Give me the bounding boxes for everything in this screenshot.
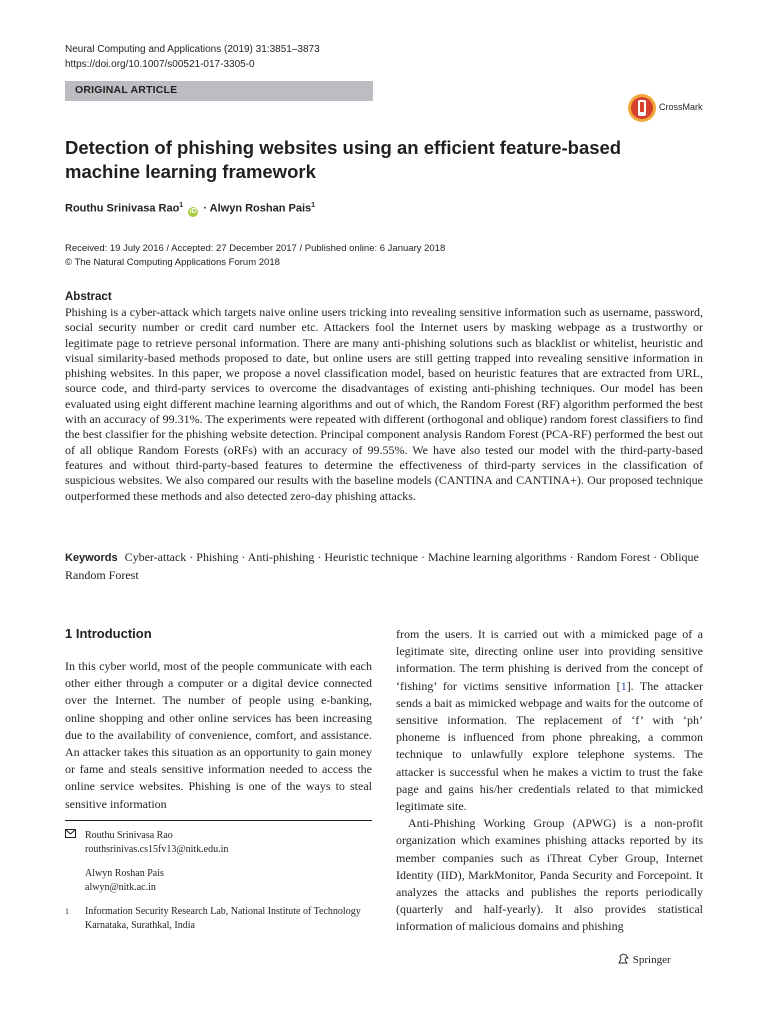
keywords-heading: Keywords xyxy=(65,552,118,564)
coauthor-contact xyxy=(65,867,372,895)
keywords-block xyxy=(65,549,705,584)
abstract-heading: Abstract xyxy=(65,291,112,303)
publisher-name: Springer xyxy=(632,954,671,966)
journal-citation: Neural Computing and Applications (2019) 31:3851–3873 xyxy=(65,44,320,55)
crossmark-label: CrossMark xyxy=(659,102,703,112)
author-name: Routhu Srinivasa Rao xyxy=(65,202,180,215)
article-title: Detection of phishing websites using an efficient feature-based machine learning framework xyxy=(65,137,622,182)
orcid-icon[interactable]: iD xyxy=(189,207,197,215)
author-name: Alwyn Roshan Pais xyxy=(209,202,312,215)
corresponding-author xyxy=(65,829,372,857)
affiliation xyxy=(65,905,372,933)
author-email[interactable]: routhsrinivas.cs15fv13@nitk.edu.in xyxy=(85,844,229,855)
footnote-divider xyxy=(65,820,372,821)
crossmark-badge[interactable] xyxy=(627,93,707,123)
intro-left-column: In this cyber world, most of the people communicate with each other either through a computer or a digital device connected over the Internet. The number of people using e-banking, online shopping and other online services has been increasing due to the availability of convenience, comfort, and assistance. An attacker takes this situation as an opportunity to gain money or fame and steals sensitive information needed to access the online service websites. Phishing is one of the ways to steal sensitive information xyxy=(65,659,372,811)
author-separator: · xyxy=(203,202,210,215)
intro-right-column xyxy=(396,626,703,936)
affiliation-mark: 1 xyxy=(65,907,69,916)
paragraph-text: ]. The attacker sends a bait as mimicked webpage and waits for the outcome of sensitive information. The replacement of ‘f’ with ‘ph’ phoneme is influenced from phone phreaking, a common technique to unlawfully explore telephone systems. The attacker is successful when he makes a victim to trust the fake page and gains his/her credentials related to that mimicked legitimate site. xyxy=(396,678,704,814)
affiliation-text: Information Security Research Lab, National Institute of Technology Karnataka, Surathkal, India xyxy=(85,906,361,931)
springer-horse-icon xyxy=(617,952,630,965)
crossmark-icon xyxy=(627,93,657,123)
section-heading-introduction: 1 Introduction xyxy=(65,626,152,641)
footnotes xyxy=(65,829,372,933)
copyright-line: © The Natural Computing Applications Forum 2018 xyxy=(65,257,280,268)
author-name: Alwyn Roshan Pais xyxy=(85,868,164,879)
keywords-list: Cyber-attack · Phishing · Anti-phishing · Heuristic technique · Machine learning algorithms · Random Forest · Oblique Random Forest xyxy=(65,550,699,582)
history-dates: Received: 19 July 2016 / Accepted: 27 December 2017 / Published online: 6 January 2018 xyxy=(65,243,446,254)
doi-link[interactable]: https://doi.org/10.1007/s00521-017-3305-0 xyxy=(65,59,255,70)
author-name: Routhu Srinivasa Rao xyxy=(85,830,173,841)
intro-paragraph: Anti-Phishing Working Group (APWG) is a non-profit organization which examines phishing attacks reported by its member companies such as iThreat Cyber Group, Internet Identity (IID), MarkMonitor, Panda Security and Forcepoint. It analyzes the attacks and publishes the reports periodically (quarterly and half-yearly). It also provides statistical information of malicious domains and phishing xyxy=(396,816,703,934)
author-affiliation-mark: 1 xyxy=(311,202,316,209)
journal-header xyxy=(65,42,320,72)
publication-dates xyxy=(65,242,445,270)
intro-paragraph xyxy=(396,626,703,815)
author-email[interactable]: alwyn@nitk.ac.in xyxy=(85,882,156,893)
citation-link[interactable]: 1 xyxy=(620,678,627,693)
envelope-icon xyxy=(65,829,76,843)
abstract-text: Phishing is a cyber-attack which targets naive online users tricking into revealing sensitive information such as username, password, social security number or credit card number etc. Attackers fool the Internet users by masking webpage as a trustworthy or legitimate page to retrieve personal information. There are many anti-phishing solutions such as blacklist or whitelist, heuristic and visual similarity-based methods proposed to date, but online users are still getting trapped into revealing sensitive information in phishing websites. In this paper, we propose a novel classification model, based on heuristic features that are extracted from URL, source code, and third-party services to overcome the disadvantages of existing anti-phishing techniques. Our model has been evaluated using eight different machine learning algorithms and out of which, the Random Forest (RF) algorithm performed the best with an accuracy of 99.31%. The experiments were repeated with different (orthogonal and oblique) random forest classifiers to find the best classifier for the phishing website detection. Principal component analysis Random Forest (PCA-RF) performed the best out of all oblique Random Forests (oRFs) with an accuracy of 99.55%. We have also tested our model with the third-party-based features and without third-party-based features to determine the effectiveness of third-party services in the classification of suspicious websites. We also compared our results with the baseline models (CANTINA and CANTINA+). Our proposed technique outperformed these methods and also detected zero-day phishing attacks. xyxy=(65,305,703,503)
section-banner-label: ORIGINAL ARTICLE xyxy=(75,84,178,96)
author-line xyxy=(65,202,315,217)
author-affiliation-mark: 1 xyxy=(179,202,184,209)
paragraph-text: from the users. It is carried out with a mimicked page of a legitimate site, directing online user into providing sensitive information. The term phishing is derived from the concept of ‘fishing’ for victims sensitive information [ xyxy=(396,627,703,693)
publisher-logo xyxy=(617,952,671,966)
